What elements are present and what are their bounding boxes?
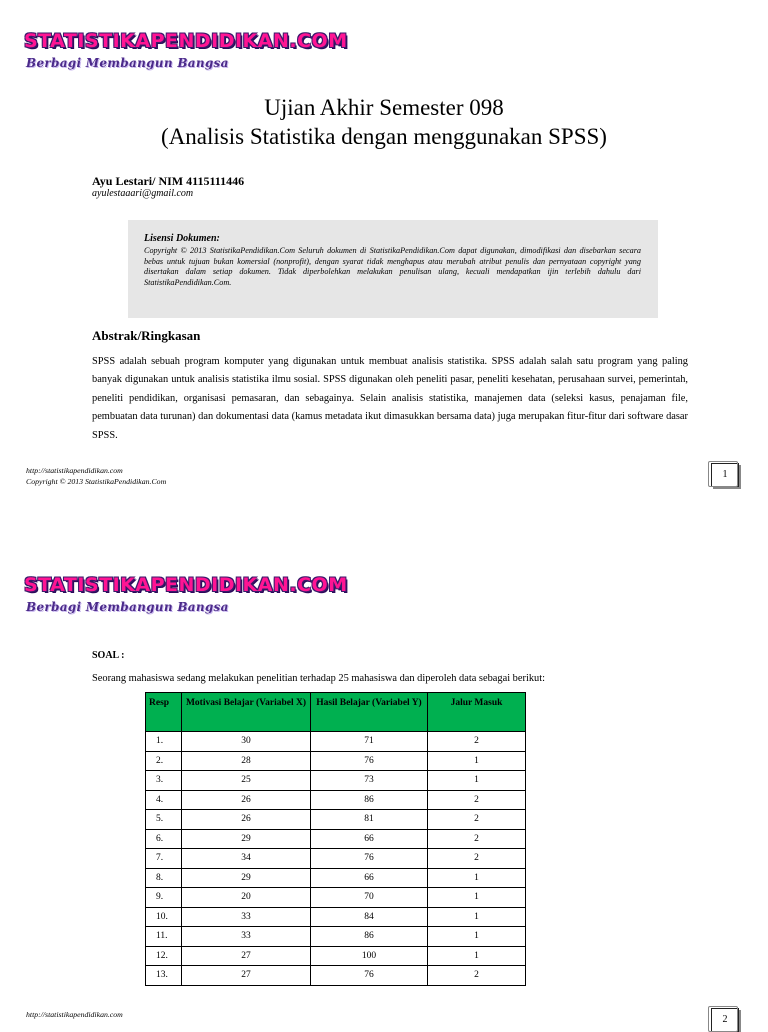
abstract-heading: Abstrak/Ringkasan: [92, 328, 201, 343]
cell-resp: 2.: [146, 751, 182, 771]
header-resp: Resp: [146, 693, 182, 732]
site-logo-page2: STATISTIKAPENDIDIKAN.COM: [24, 574, 348, 596]
data-table: [145, 692, 526, 986]
cell-jalur: 2: [428, 966, 526, 986]
cell-motivasi: 28: [182, 751, 311, 771]
author-name: Ayu Lestari/ NIM 4115111446: [92, 174, 245, 188]
table-row: [146, 849, 526, 869]
table-row: [146, 927, 526, 947]
cell-hasil: 66: [311, 868, 428, 888]
cell-motivasi: 33: [182, 907, 311, 927]
cell-resp: 12.: [146, 946, 182, 966]
cell-motivasi: 34: [182, 849, 311, 869]
cell-jalur: 2: [428, 732, 526, 752]
cell-resp: 1.: [146, 732, 182, 752]
cell-jalur: 1: [428, 868, 526, 888]
cell-motivasi: 29: [182, 868, 311, 888]
cell-hasil: 81: [311, 810, 428, 830]
cell-motivasi: 20: [182, 888, 311, 908]
cell-hasil: 100: [311, 946, 428, 966]
cell-motivasi: 33: [182, 927, 311, 947]
cell-jalur: 1: [428, 888, 526, 908]
page-number-2: 2: [722, 1014, 728, 1025]
cell-resp: 3.: [146, 771, 182, 791]
table-row: [146, 888, 526, 908]
cell-motivasi: 26: [182, 790, 311, 810]
license-body: Copyright © 2013 StatistikaPendidikan.Com Seluruh dokumen di StatistikaPendidikan.Com dapat digunakan, dimodifikasi dan disebarkan secara bebas untuk tujuan bukan komersial (nonprofit), dengan syarat tidak menghapus atau merubah atribut penulis dan pernyataan copyright yang disertakan dalam setiap dokumen. Tidak diperbolehkan melakukan penulisan ulang, kecuali mendapatkan ijin terlebih dahulu dari StatistikaPendidikan.Com.: [144, 246, 641, 287]
cell-hasil: 70: [311, 888, 428, 908]
cell-jalur: 1: [428, 907, 526, 927]
cell-resp: 8.: [146, 868, 182, 888]
cell-jalur: 1: [428, 771, 526, 791]
cell-resp: 11.: [146, 927, 182, 947]
license-title: Lisensi Dokumen:: [144, 233, 220, 244]
table-row: [146, 771, 526, 791]
cell-resp: 7.: [146, 849, 182, 869]
cell-motivasi: 27: [182, 946, 311, 966]
cell-motivasi: 27: [182, 966, 311, 986]
question-intro: Seorang mahasiswa sedang melakukan penelitian terhadap 25 mahasiswa dan diperoleh data sebagai berikut:: [92, 673, 545, 684]
title-line-2: (Analisis Statistika dengan menggunakan SPSS): [161, 124, 607, 149]
cell-motivasi: 25: [182, 771, 311, 791]
cell-hasil: 76: [311, 751, 428, 771]
document-title: [0, 93, 768, 151]
cell-jalur: 1: [428, 927, 526, 947]
cell-motivasi: 26: [182, 810, 311, 830]
table-row: [146, 907, 526, 927]
page1-footer: [26, 466, 166, 487]
page-number-box-2: [711, 1008, 739, 1032]
table-row: [146, 966, 526, 986]
page-number: 1: [722, 469, 728, 480]
header-jalur: Jalur Masuk: [428, 693, 526, 732]
cell-hasil: 66: [311, 829, 428, 849]
cell-jalur: 2: [428, 810, 526, 830]
cell-hasil: 71: [311, 732, 428, 752]
cell-motivasi: 29: [182, 829, 311, 849]
cell-motivasi: 30: [182, 732, 311, 752]
soal-label: SOAL :: [92, 650, 125, 661]
page-number-box: [711, 463, 739, 487]
footer-url[interactable]: http://statistikapendidikan.com: [26, 466, 123, 475]
author-email: ayulestaaari@gmail.com: [92, 188, 194, 199]
site-tagline-page2: Berbagi Membangun Bangsa: [26, 600, 229, 614]
title-line-1: Ujian Akhir Semester 098: [264, 95, 504, 120]
cell-hasil: 73: [311, 771, 428, 791]
abstract-text: SPSS adalah sebuah program komputer yang digunakan untuk membuat analisis statistika. SPSS adalah salah satu program yang paling banyak digunakan untuk analisis statistika ilmu sosial. SPSS digunakan oleh peneliti pasar, peneliti kesehatan, perusahaan survei, pemerintah, peneliti pendidikan, organisasi pemasaran, dan sebagainya. Selain analisis statistika, manajemen data (seleksi kasus, penajaman file, pembuatan data turunan) dan dokumentasi data (kamus metadata ikut dimasukkan bersama data) juga merupakan fitur-fitur dari software dasar SPSS.: [92, 356, 688, 441]
site-tagline: Berbagi Membangun Bangsa: [26, 56, 229, 70]
table-row: [146, 868, 526, 888]
cell-jalur: 2: [428, 790, 526, 810]
cell-jalur: 2: [428, 829, 526, 849]
page2-footer: [26, 1010, 123, 1021]
cell-jalur: 1: [428, 946, 526, 966]
cell-hasil: 76: [311, 849, 428, 869]
cell-hasil: 76: [311, 966, 428, 986]
table-row: [146, 732, 526, 752]
cell-hasil: 86: [311, 790, 428, 810]
table-body: [146, 732, 526, 986]
cell-hasil: 84: [311, 907, 428, 927]
table-row: [146, 790, 526, 810]
cell-resp: 13.: [146, 966, 182, 986]
footer-url-page2[interactable]: http://statistikapendidikan.com: [26, 1010, 123, 1019]
table-row: [146, 810, 526, 830]
table-row: [146, 946, 526, 966]
cell-hasil: 86: [311, 927, 428, 947]
table-row: [146, 751, 526, 771]
site-logo: STATISTIKAPENDIDIKAN.COM: [24, 30, 348, 52]
cell-jalur: 2: [428, 849, 526, 869]
cell-resp: 9.: [146, 888, 182, 908]
table-row: [146, 829, 526, 849]
footer-copyright: Copyright © 2013 StatistikaPendidikan.Com: [26, 476, 167, 486]
cell-jalur: 1: [428, 751, 526, 771]
cell-resp: 6.: [146, 829, 182, 849]
header-hasil: Hasil Belajar (Variabel Y): [311, 693, 428, 732]
cell-resp: 4.: [146, 790, 182, 810]
table-header-row: [146, 693, 526, 732]
cell-resp: 10.: [146, 907, 182, 927]
header-motivasi: Motivasi Belajar (Variabel X): [182, 693, 311, 732]
license-box: [128, 220, 658, 318]
cell-resp: 5.: [146, 810, 182, 830]
